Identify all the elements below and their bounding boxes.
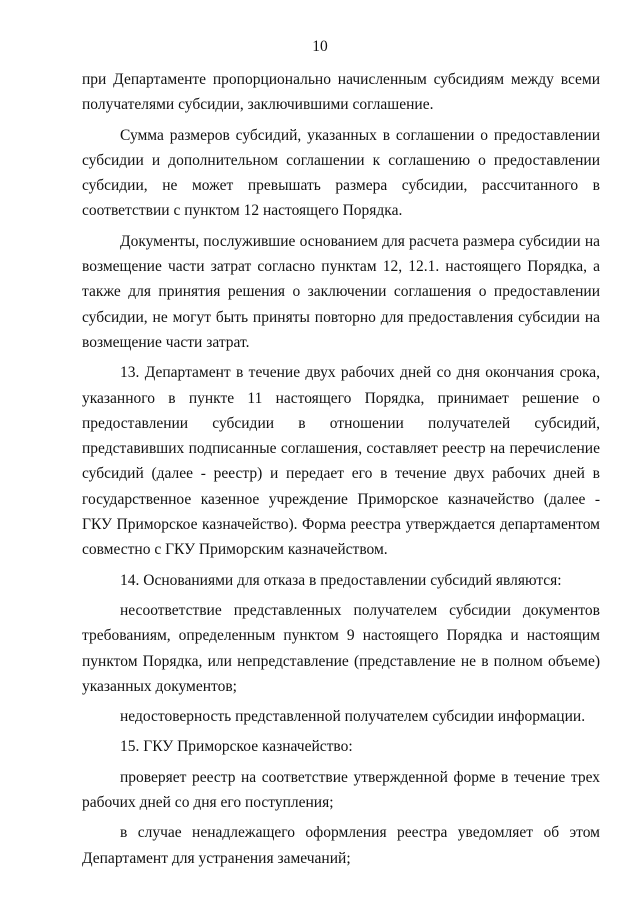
paragraph-continuation: при Департаменте пропорционально начисленным субсидиям между всеми получателями субсидии, заключившими соглашение. — [82, 71, 600, 114]
paragraph-item-13: 13. Департамент в течение двух рабочих дней со дня окончания срока, указанного в пункте 11 настоящего Порядка, принимает решение о предоставлении субсидии в отношении получателей субсидий, представивших подписанные соглашения, составляет реестр на перечисление субсидий (далее - реестр) и передает его в течение двух рабочих дней в государственное казенное учреждение Приморское казначейство (далее - ГКУ Приморское казначейство). Форма реестра утверждается департаментом совместно с ГКУ Приморским казначейством. — [82, 364, 600, 559]
paragraph-refusal-reason-1: несоответствие представленных получателем субсидии документов требованиям, определенным пунктом 9 настоящего Порядка и настоящим пунктом Порядка, или непредставление (представление не в полном объеме) указанных документов; — [82, 601, 600, 695]
paragraph-subsidy-sum: Сумма размеров субсидий, указанных в соглашении о предоставлении субсидии и дополнительном соглашении к соглашению о предоставлении субсидии, не может превышать размера субсидии, рассчитанного в соответствии с пунктом 12 настоящего Порядка. — [82, 126, 600, 220]
paragraph-registry-notice: в случае ненадлежащего оформления реестра уведомляет об этом Департамент для устранения замечаний; — [82, 824, 600, 867]
page-number: 10 — [312, 38, 328, 55]
paragraph-refusal-reason-2: недостоверность представленной получателем субсидии информации. — [120, 708, 586, 726]
paragraph-item-14: 14. Основаниями для отказа в предоставлении субсидий являются: — [120, 571, 562, 589]
paragraph-registry-check: проверяет реестр на соответствие утвержденной форме в течение трех рабочих дней со дня его поступления; — [82, 768, 600, 812]
paragraph-documents: Документы, послужившие основанием для расчета размера субсидии на возмещение части затрат согласно пунктам 12, 12.1. настоящего Порядка, а также для принятия решения о заключении соглашения о предоставлении субсидии, не могут быть приняты повторно для предоставления субсидии на возмещение части затрат. — [82, 232, 600, 351]
paragraph-item-15: 15. ГКУ Приморское казначейство: — [120, 738, 353, 756]
document-body — [82, 67, 600, 871]
